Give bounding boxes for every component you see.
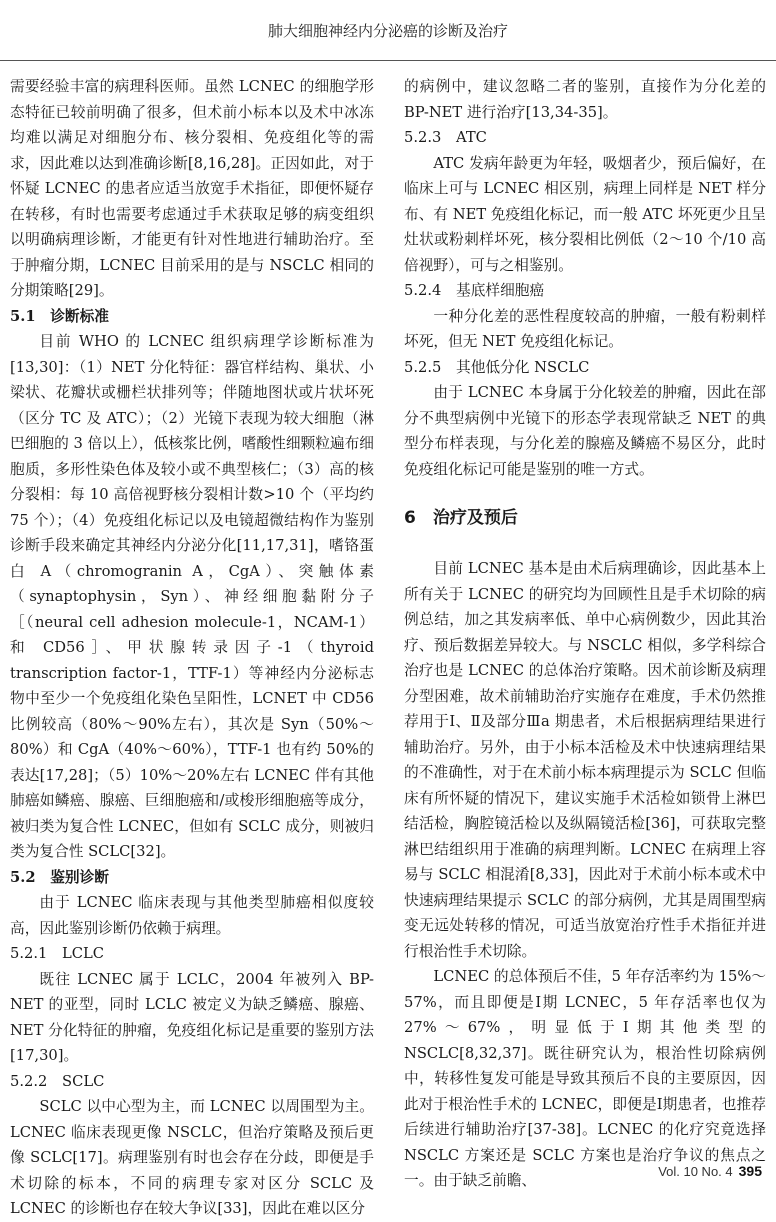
section-6-heading: 6 治疗及预后 [404, 508, 518, 528]
section-5-2-5-heading: 5.2.5 其他低分化 NSCLC [404, 358, 590, 376]
section-5-2-3-paragraph: ATC 发病年龄更为年轻，吸烟者少，预后偏好，在临床上可与 LCNEC 相区别，病理上同样是 NET 样分布、有 NET 免疫组化标记，而一般 ATC 坏死更少且呈灶状或粉刺样坏死，核分裂相比例低（2～10 个/10 高倍视野），可与之相鉴别。 [404, 154, 766, 274]
section-5-1-heading: 5.1 诊断标准 [10, 307, 109, 325]
running-header: 肺大细胞神经内分泌癌的诊断及治疗 [267, 22, 508, 40]
page-footer [658, 1163, 762, 1179]
section-5-2-5-paragraph: 由于 LCNEC 本身属于分化较差的肿瘤，因此在部分不典型病例中光镜下的形态学表现常缺乏 NET 的典型分布样表现，与分化差的腺癌及鳞癌不易区分，此时免疫组化标记可能是鉴别的唯一方式。 [404, 384, 766, 478]
section-5-2-heading: 5.2 鉴别诊断 [10, 868, 109, 886]
section-6-paragraph-1: 目前 LCNEC 基本是由术后病理确诊，因此基本上所有关于 LCNEC 的研究均为回顾性且是手术切除的病例总结，加之其发病率低、单中心病例数少，因此其治疗、预后数据差异较大。与 NSCLC 相似，多学科综合治疗也是 LCNEC 的总体治疗策略。因术前诊断及病理分型困难，故术前辅助治疗实施存在难度，手术仍然推荐用于Ⅰ、Ⅱ及部分Ⅲa 期患者，术后根据病理结果进行辅助治疗。另外，由于小标本活检及术中快速病理结果的不准确性，对于在术前小标本病理提示为 SCLC 但临床有所怀疑的情况下，建议实施手术活检如锁骨上淋巴结活检，胸腔镜活检以及纵隔镜活检[36]，可获取完整淋巴结组织用于准确的病理判断。LCNEC 在病理上容易与 SCLC 相混淆[8,33]，因此对于术前小标本或术中快速病理结果提示 SCLC 的部分病例，尤其是周围型病变无远处转移的情况，可适当放宽治疗性手术指征并进行根治性手术切除。 [404, 560, 766, 960]
header-rule [0, 60, 776, 61]
intro-paragraph: 需要经验丰富的病理科医师。虽然 LCNEC 的细胞学形态特征已较前明确了很多，但术前小标本以及术中冰冻均难以满足对细胞分布、核分裂相、免疫组化等的需求，因此难以达到准确诊断[8,16,28]。正因如此，对于怀疑 LCNEC 的患者应适当放宽手术指征，即便怀疑存在转移，有时也需要考虑通过手术获取足够的病变组织以明确病理诊断，才能更有针对性地进行辅助治疗。至于肿瘤分期，LCNEC 目前采用的是与 NSCLC 相同的分期策略[29]。 [10, 78, 374, 299]
volume-issue: Vol. 10 No. 4 [658, 1164, 733, 1179]
section-5-1-paragraph: 目前 WHO 的 LCNEC 组织病理学诊断标准为[13,30]：（1）NET 分化特征：器官样结构、巢状、小梁状、花瓣状或栅栏状排列等；伴随地图状或片状坏死（区分 TC 及 ATC）；（2）光镜下表现为较大细胞（淋巴细胞的 3 倍以上），低核浆比例，嗜酸性细颗粒遍布细胞质，多形性染色体及较小或不典型核仁；（3）高的核分裂相：每 10 高倍视野核分裂相计数>10 个（平均约 75 个）；（4）免疫组化标记以及电镜超微结构作为鉴别诊断手段来确定其神经内分泌分化[11,17,31]，嗜铬蛋白 A（chromogranin A，CgA）、突触体素（synaptophysin，Syn）、神经细胞黏附分子［（neural cell adhesion molecule-1，NCAM-1）和 CD56］、甲状腺转录因子-1（thyroid transcription factor-1，TTF-1）等神经内分泌标志物中至少一个免疫组化染色呈阳性，LCNET 中 CD56 比例较高（80%～90%左右），其次是 Syn（50%～80%）和 CgA（40%～60%），TTF-1 也有约 50%的表达[17,28]；（5）10%～20%左右 LCNEC 伴有其他肺癌如鳞癌、腺癌、巨细胞癌和/或梭形细胞癌等成分，被归类为复合性 LCNEC，但如有 SCLC 成分，则被归类为复合性 SCLC[32]。 [10, 333, 374, 860]
section-5-2-2-paragraph: SCLC 以中心型为主，而 LCNEC 以周围型为主。LCNEC 临床表现更像 NSCLC，但治疗策略及预后更像 SCLC[17]。病理鉴别有时也会存在分歧，即便是手术切除的标本，不同的病理专家对区分 SCLC 及 LCNEC 的诊断也存在较大争议[33]，因此在难以区分 [10, 1098, 374, 1217]
page-number: 395 [738, 1163, 762, 1179]
section-5-2-3-heading: 5.2.3 ATC [404, 129, 487, 146]
section-5-2-1-heading: 5.2.1 LCLC [10, 945, 105, 962]
continued-paragraph: 的病例中，建议忽略二者的鉴别，直接作为分化差的 BP-NET 进行治疗[13,34-35]。 [404, 78, 766, 121]
section-5-2-2-heading: 5.2.2 SCLC [10, 1072, 105, 1090]
section-5-2-4-heading: 5.2.4 基底样细胞癌 [404, 282, 545, 299]
left-column [10, 74, 374, 1217]
section-6-paragraph-2: LCNEC 的总体预后不佳，5 年存活率约为 15%～57%，而且即便是Ⅰ期 LCNEC，5 年存活率也仅为 27%～67%，明显低于Ⅰ期其他类型的 NSCLC[8,32,37]。既往研究认为，根治性切除病例中，转移性复发可能是导致其预后不良的主要原因，因此对于根治性手术的 LCNEC，即便是Ⅰ期患者，也推荐后续进行辅助治疗[37-38]。LCNEC 的化疗究竟选择 NSCLC 方案还是 SCLC 方案也是治疗争议的焦点之一。由于缺乏前瞻、 [404, 968, 766, 1189]
section-5-2-1-paragraph: 既往 LCNEC 属于 LCLC，2004 年被列入 BP-NET 的亚型，同时 LCLC 被定义为缺乏鳞癌、腺癌、NET 分化特征的肿瘤，免疫组化标记是重要的鉴别方法[17,30]。 [10, 970, 374, 1064]
section-5-2-paragraph: 由于 LCNEC 临床表现与其他类型肺癌相似度较高，因此鉴别诊断仍依赖于病理。 [10, 894, 374, 937]
section-5-2-4-paragraph: 一种分化差的恶性程度较高的肿瘤，一般有粉刺样坏死，但无 NET 免疫组化标记。 [404, 307, 766, 350]
